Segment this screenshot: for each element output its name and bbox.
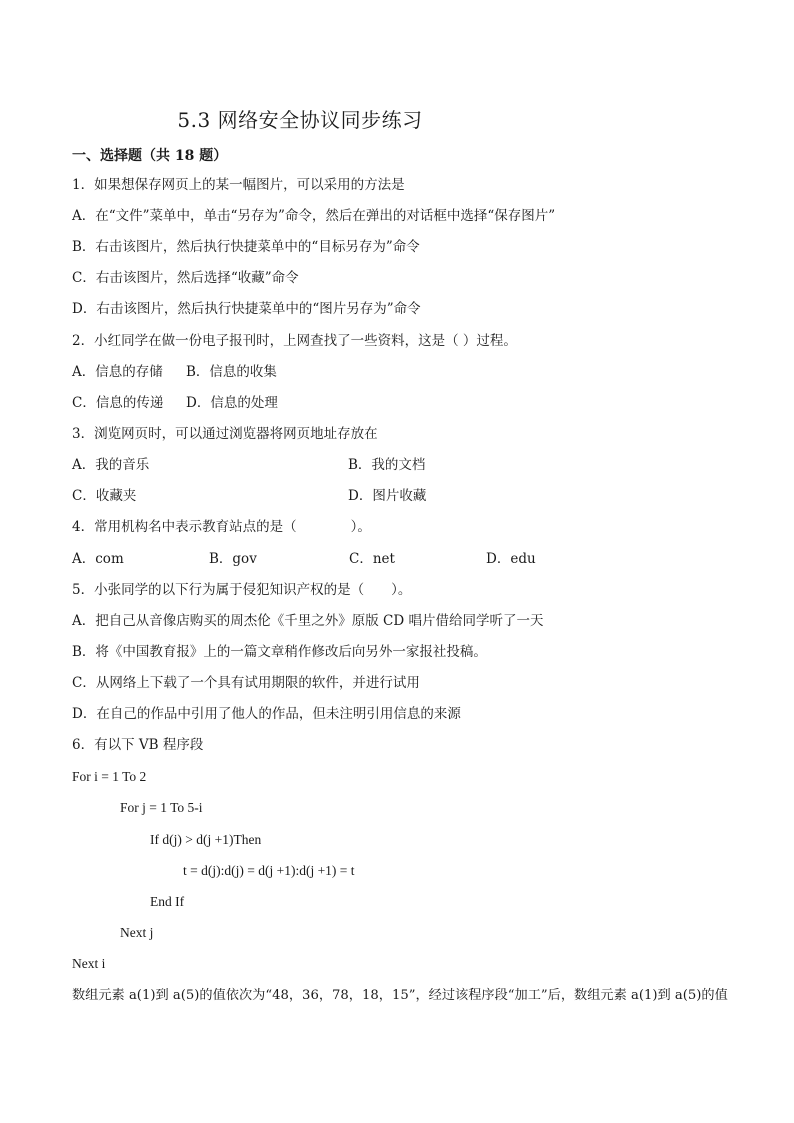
question-4-stem: 4．常用机构名中表示教育站点的是（ ）。 bbox=[72, 519, 371, 535]
section-heading: 一、选择题（共 18 题） bbox=[72, 148, 228, 164]
question-6-tail: 数组元素 a(1)到 a(5)的值依次为“48，36，78，18，15”，经过该程序段“加工”后，数组元素 a(1)到 a(5)的值 bbox=[72, 988, 728, 1003]
code-line: For j = 1 To 5-i bbox=[120, 800, 203, 815]
question-3-option-b: B．我的文档 bbox=[348, 457, 426, 473]
question-5-option-b: B．将《中国教育报》上的一篇文章稍作修改后向另外一家报社投稿。 bbox=[72, 644, 487, 660]
code-line: End If bbox=[150, 894, 185, 909]
question-4-option-d: D．edu bbox=[486, 551, 536, 567]
question-1-option-a: A．在“文件”菜单中，单击“另存为”命令，然后在弹出的对话框中选择“保存图片” bbox=[72, 208, 556, 224]
question-4-option-c: C．net bbox=[349, 551, 395, 567]
question-2-option-d: D．信息的处理 bbox=[186, 395, 278, 411]
question-2-option-c: C．信息的传递 bbox=[72, 395, 164, 411]
question-1-stem: 1．如果想保存网页上的某一幅图片，可以采用的方法是 bbox=[72, 177, 405, 193]
question-1-option-b: B．右击该图片，然后执行快捷菜单中的“目标另存为”命令 bbox=[72, 239, 420, 255]
code-line: t = d(j):d(j) = d(j +1):d(j +1) = t bbox=[183, 863, 355, 878]
question-2-stem: 2．小红同学在做一份电子报刊时，上网查找了一些资料，这是（ ）过程。 bbox=[72, 333, 517, 349]
question-5-option-a: A．把自己从音像店购买的周杰伦《千里之外》原版 CD 唱片借给同学听了一天 bbox=[72, 613, 544, 629]
question-6-stem: 6．有以下 VB 程序段 bbox=[72, 737, 204, 753]
question-3-option-c: C．收藏夹 bbox=[72, 488, 137, 504]
code-line: Next i bbox=[72, 956, 106, 971]
question-5-option-c: C．从网络上下载了一个具有试用期限的软件，并进行试用 bbox=[72, 675, 420, 691]
question-5-stem: 5．小张同学的以下行为属于侵犯知识产权的是（ ）。 bbox=[72, 582, 412, 598]
question-2-option-a: A．信息的存储 bbox=[72, 364, 163, 380]
question-1-option-d: D．右击该图片，然后执行快捷菜单中的“图片另存为”命令 bbox=[72, 301, 421, 317]
code-line: For i = 1 To 2 bbox=[72, 769, 147, 784]
code-line: Next j bbox=[120, 925, 154, 940]
question-3-stem: 3．浏览网页时，可以通过浏览器将网页地址存放在 bbox=[72, 426, 378, 442]
page-title: 5.3 网络安全协议同步练习 bbox=[177, 108, 423, 132]
question-4-option-b: B．gov bbox=[209, 551, 257, 567]
question-2-options-row-2 bbox=[72, 394, 278, 412]
question-2-options-row-1 bbox=[72, 363, 277, 381]
question-3-option-a: A．我的音乐 bbox=[72, 457, 150, 473]
question-5-option-d: D．在自己的作品中引用了他人的作品，但未注明引用信息的来源 bbox=[72, 706, 461, 722]
question-2-option-b: B．信息的收集 bbox=[186, 364, 277, 380]
question-4-option-a: A．com bbox=[72, 551, 124, 567]
question-3-option-d: D．图片收藏 bbox=[348, 488, 427, 504]
question-3-options-row-1 bbox=[72, 456, 425, 474]
code-line: If d(j) > d(j +1)Then bbox=[150, 832, 262, 847]
question-1-option-c: C．右击该图片，然后选择“收藏”命令 bbox=[72, 270, 299, 286]
question-4-options-row bbox=[72, 550, 536, 568]
question-3-options-row-2 bbox=[72, 487, 426, 505]
